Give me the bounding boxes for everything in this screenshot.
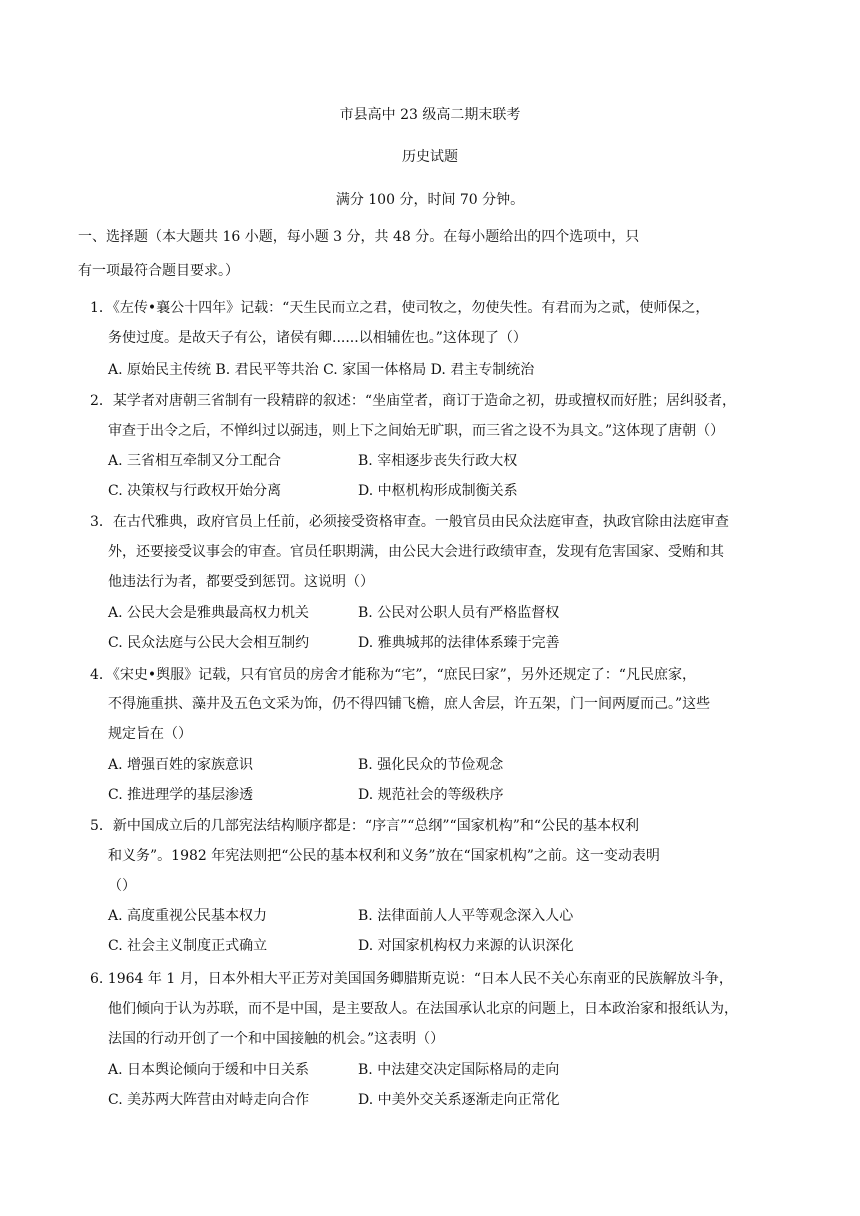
option-d: D. 中枢机构形成制衡关系	[358, 483, 518, 499]
option-c: C. 美苏两大阵营由对峙走向合作	[108, 1092, 310, 1108]
question-text-line: 3．在古代雅典，政府官员上任前，必须接受资格审查。一般官员由民众法庭审查，执政官除由法庭审查	[90, 514, 729, 530]
section-instructions-line1: 一、选择题（本大题共 16 小题，每小题 3 分，共 48 分。在每小题给出的四个选项中，只	[78, 229, 640, 245]
option-a: A. 公民大会是雅典最高权力机关	[108, 605, 310, 621]
question-text-line: 他违法行为者，都要受到惩罚。这说明（）	[108, 574, 374, 590]
question-text-line: 4．《宋史•舆服》记载，只有官员的房舍才能称为“宅”，“庶民曰家”，另外还规定了：“凡民庶家，	[90, 667, 696, 683]
question-text-line: 和义务”。1982 年宪法则把“公民的基本权利和义务”放在“国家机构”之前。这一变动表明	[108, 848, 660, 864]
option-c: C. 推进理学的基层渗透	[108, 787, 254, 803]
question-text-line: 1．《左传•襄公十四年》记载：“天生民而立之君，使司牧之，勿使失性。有君而为之贰，使师保之，	[90, 300, 710, 316]
question-text-line: 不得施重拱、藻井及五色文采为饰，仍不得四铺飞檐，庶人舍层，许五架，门一间两厦而己。”这些	[108, 696, 711, 712]
option-c: C. 决策权与行政权开始分离	[108, 483, 282, 499]
option-d: D. 中美外交关系逐渐走向正常化	[358, 1092, 560, 1108]
option-b: B. 公民对公职人员有严格监督权	[358, 605, 560, 621]
option-d: D. 对国家机构权力来源的认识深化	[358, 938, 574, 954]
option-d: D. 雅典城邦的法律体系臻于完善	[358, 635, 560, 651]
option-c: C. 社会主义制度正式确立	[108, 938, 268, 954]
score-time: 满分 100 分，时间 70 分钟。	[335, 192, 525, 208]
option-b: B. 强化民众的节俭观念	[358, 757, 504, 773]
option-a: A. 增强百姓的家族意识	[108, 757, 254, 773]
question-text-line: 外，还要接受议事会的审查。官员任职期满，由公民大会进行政绩审查，发现有危害国家、受贿和其	[108, 544, 724, 560]
option-a: A. 高度重视公民基本权力	[108, 908, 268, 924]
question-text-line: （）	[108, 878, 136, 894]
exam-title: 市县高中 23 级高二期末联考	[339, 107, 521, 123]
question-text-line: 5．新中国成立后的几部宪法结构顺序都是：“序言”“总纲”“国家机构”和“公民的基本权利	[90, 818, 640, 834]
option-a: A. 三省相互牵制又分工配合	[108, 453, 282, 469]
question-text-line: 2．某学者对唐朝三省制有一段精辟的叙述：“坐庙堂者，商订于造命之初，毋或擅权而好胜；居纠驳者，	[90, 393, 737, 409]
question-text-line: 6. 1964 年 1 月，日本外相大平正芳对美国国务卿腊斯克说：“日本人民不关心东南亚的民族解放斗争，	[90, 971, 733, 987]
question-text-line: 审查于出令之后，不惮纠过以弼违，则上下之间始无旷职，而三省之设不为具文。”这体现了唐朝（）	[108, 423, 725, 439]
option-c: C. 民众法庭与公民大会相互制约	[108, 635, 310, 651]
question-text-line: 务使过度。是故天子有公，诸侯有卿......以相辅佐也。”这体现了（）	[108, 330, 527, 346]
option-a: A. 日本舆论倾向于缓和中日关系	[108, 1062, 310, 1078]
question-text-line: 他们倾向于认为苏联，而不是中国，是主要敌人。在法国承认北京的问题上，日本政治家和报纸认为，	[108, 1001, 738, 1017]
option-b: B. 法律面前人人平等观念深入人心	[358, 908, 574, 924]
options-inline: A. 原始民主传统 B. 君民平等共治 C. 家国一体格局 D. 君主专制统治	[108, 362, 535, 378]
subject-title: 历史试题	[402, 149, 458, 165]
option-d: D. 规范社会的等级秩序	[358, 787, 504, 803]
option-b: B. 中法建交决定国际格局的走向	[358, 1062, 560, 1078]
option-b: B. 宰相逐步丧失行政大权	[358, 453, 518, 469]
section-instructions-line2: 有一项最符合题目要求。）	[78, 263, 239, 279]
question-text-line: 法国的行动开创了一个和中国接触的机会。”这表明（）	[108, 1031, 445, 1047]
question-text-line: 规定旨在（）	[108, 726, 192, 742]
